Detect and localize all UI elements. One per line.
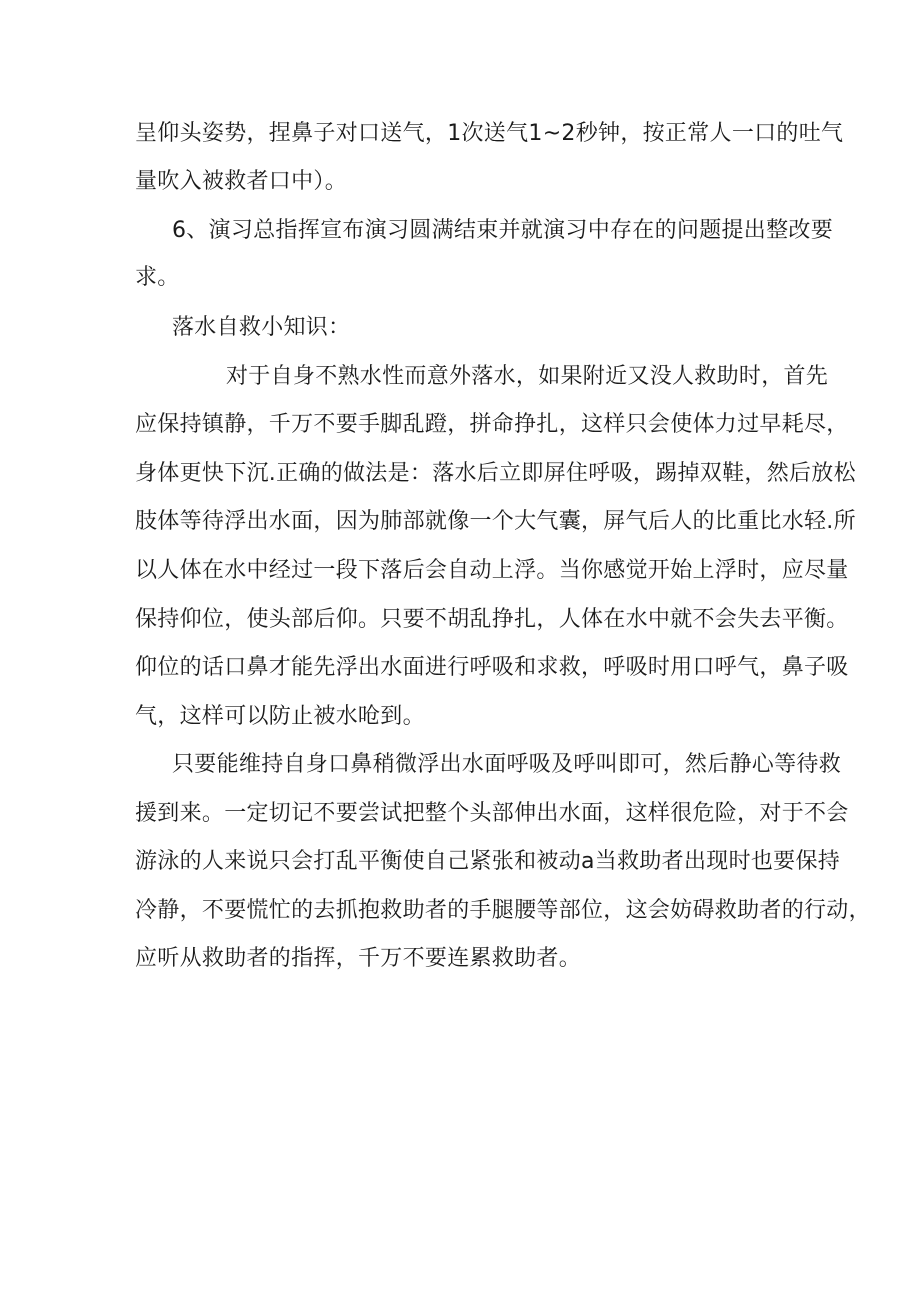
text-line: 援到来。一定切记不要尝试把整个头部伸出水面，这样很危险，对于不会 [135,801,849,826]
text-line: 身体更快下沉.正确的做法是：落水后立即屏住呼吸，踢掉双鞋，然后放松 [135,461,856,486]
text-line: 求。 [135,265,180,290]
text-line: 对于自身不熟水性而意外落水，如果附近又没人救助时，首先 [226,364,829,389]
text-line: 只要能维持自身口鼻稍微浮出水面呼吸及呼叫即可，然后静心等待救 [172,752,842,777]
text-line: 量吹入被救者口中）。 [135,169,348,194]
text-line: 以人体在水中经过一段下落后会自动上浮。当你感觉开始上浮时，应尽量 [135,558,849,583]
text-line: 应保持镇静，千万不要手脚乱蹬，拼命挣扎，这样只会使体力过早耗尽， [135,412,849,437]
text-line: 肢体等待浮出水面，因为肺部就像一个大气囊，屏气后人的比重比水轻.所 [135,509,856,534]
text-line: 6、演习总指挥宣布演习圆满结束并就演习中存在的问题提出整改要 [172,218,833,243]
text-line: 游泳的人来说只会打乱平衡使自己紧张和被动a当救助者出现时也要保持 [135,849,841,874]
text-line: 仰位的话口鼻才能先浮出水面进行呼吸和求救，呼吸时用口呼气，鼻子吸 [135,655,849,680]
text-line: 冷静，不要慌忙的去抓抱救助者的手腿腰等部位，这会妨碍救助者的行动， [135,898,871,923]
text-line: 气，这样可以防止被水呛到。 [135,704,425,729]
text-line: 呈仰头姿势，捏鼻子对口送气，1次送气1~2秒钟，按正常人一口的吐气 [135,121,844,146]
text-line: 保持仰位，使头部后仰。只要不胡乱挣扎，人体在水中就不会失去平衡。 [135,607,849,632]
section-heading: 落水自救小知识： [172,315,351,340]
text-line: 应听从救助者的指挥，千万不要连累救助者。 [135,946,582,971]
